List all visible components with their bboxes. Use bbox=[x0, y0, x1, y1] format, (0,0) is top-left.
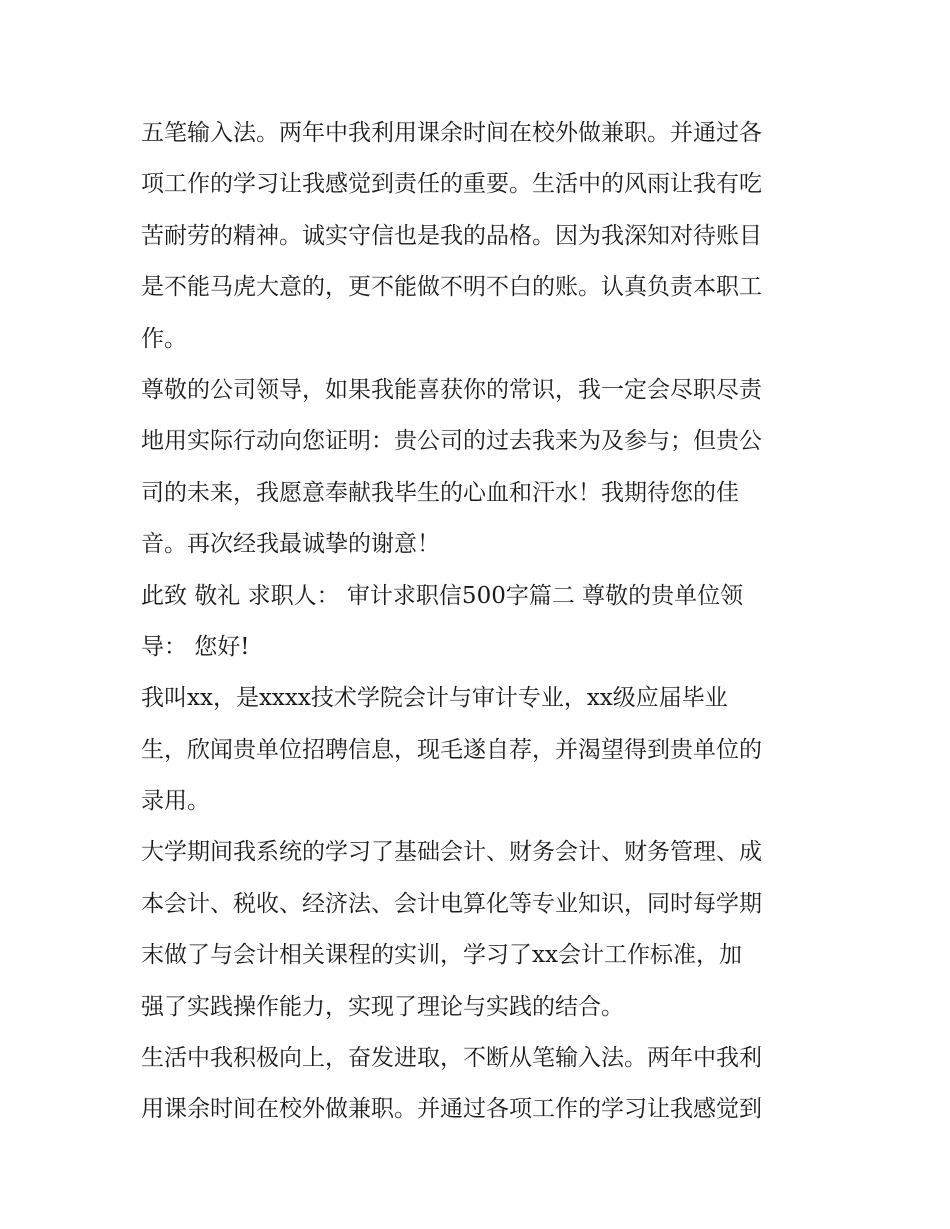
text-line: 导： 您好! bbox=[141, 633, 250, 660]
paragraph-salutation bbox=[141, 571, 821, 674]
text-line: 本会计、税收、经济法、会计电算化等专业知识，同时每学期 bbox=[141, 890, 762, 917]
text-line: 音。再次经我最诚挚的谢意！ bbox=[141, 531, 440, 558]
text-line: 生活中我积极向上，奋发进取，不断从笔输入法。两年中我利 bbox=[141, 1045, 762, 1072]
text-line: 生，欣闻贵单位招聘信息，现毛遂自荐，并渴望得到贵单位的 bbox=[141, 736, 762, 763]
text-line: 是不能马虎大意的，更不能做不明不白的账。认真负责本职工 bbox=[141, 274, 762, 301]
paragraph-closing-appeal bbox=[141, 365, 821, 571]
text-line: 末做了与会计相关课程的实训，学习了xx会计工作标准，加 bbox=[141, 942, 742, 969]
text-line: 项工作的学习让我感觉到责任的重要。生活中的风雨让我有吃 bbox=[141, 171, 762, 198]
text-line: 用课余时间在校外做兼职。并通过各项工作的学习让我感觉到 bbox=[141, 1096, 762, 1123]
paragraph-life-attitude bbox=[141, 1033, 821, 1136]
paragraph-introduction bbox=[141, 673, 821, 827]
paragraph-education bbox=[141, 827, 821, 1033]
text-line: 录用。 bbox=[141, 788, 210, 815]
text-line: 地用实际行动向您证明：贵公司的过去我来为及参与；但贵公 bbox=[141, 428, 762, 455]
text-line: 此致 敬礼 求职人： 审计求职信500字篇二 尊敬的贵单位领 bbox=[141, 582, 744, 609]
paragraph-self-description bbox=[141, 108, 821, 365]
text-line: 大学期间我系统的学习了基础会计、财务会计、财务管理、成 bbox=[141, 839, 762, 866]
document-body bbox=[141, 108, 821, 1136]
text-line: 苦耐劳的精神。诚实守信也是我的品格。因为我深知对待账目 bbox=[141, 222, 762, 249]
text-line: 尊敬的公司领导，如果我能喜获你的常识，我一定会尽职尽责 bbox=[141, 376, 762, 403]
text-line: 五笔输入法。两年中我利用课余时间在校外做兼职。并通过各 bbox=[141, 120, 762, 146]
text-line: 司的未来，我愿意奉献我毕生的心血和汗水！我期待您的佳 bbox=[141, 479, 739, 506]
text-line: 强了实践操作能力，实现了理论与实践的结合。 bbox=[141, 993, 624, 1020]
text-line: 作。 bbox=[141, 325, 187, 352]
text-line: 我叫xx，是xxxx技术学院会计与审计专业，xx级应届毕业 bbox=[141, 685, 728, 712]
